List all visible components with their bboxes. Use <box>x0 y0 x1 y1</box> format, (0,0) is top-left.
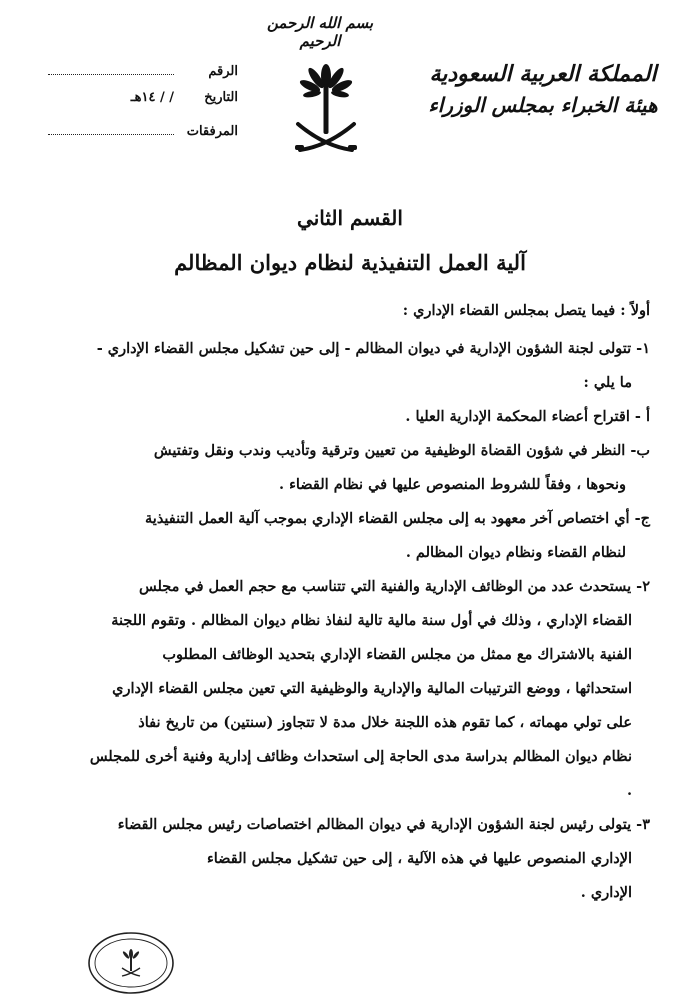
sub-item-b-line-2: ونحوها ، وفقاً للشروط المنصوص عليها في نظام القضاء . <box>278 476 626 493</box>
item-1-line-2: ما يلي : <box>583 374 632 391</box>
basmala: بسم الله الرحمن الرحيم <box>266 14 374 50</box>
item-3-line-3: الإداري . <box>580 884 632 901</box>
item-2-line-3: الفنية بالاشتراك مع ممثل من مجلس القضاء الإداري بتحديد الوظائف المطلوب <box>162 646 632 663</box>
item-2-line-6: نظام ديوان المظالم بدراسة مدى الحاجة إلى استحداث وظائف إدارية وفنية أخرى للمجلس <box>89 748 632 765</box>
kingdom-name: المملكة العربية السعودية <box>429 61 657 87</box>
section-heading: أولاً : فيما يتصل بمجلس القضاء الإداري : <box>402 302 650 319</box>
authority-name: هيئة الخبراء بمجلس الوزراء <box>428 93 658 117</box>
attachments-row <box>48 120 238 150</box>
official-seal-stamp-icon <box>86 930 176 996</box>
section-title: القسم الثاني <box>297 206 403 230</box>
number-label: الرقم <box>208 64 238 79</box>
item-2-line-4: استحداثها ، ووضع الترتيبات المالية والإدارية والوظيفية التي تعين مجلس القضاء الإداري <box>112 680 632 697</box>
sub-item-c-line-1: ج- أي اختصاص آخر معهود به إلى مجلس القضاء الإداري بموجب آلية العمل التنفيذية <box>145 510 650 527</box>
attachments-label: المرفقات <box>186 124 238 139</box>
date-label: التاريخ <box>204 90 238 105</box>
issuer-block <box>418 58 668 120</box>
document-body <box>35 294 650 910</box>
item-2-line-1: ٢- يستحدث عدد من الوظائف الإدارية والفنية التي تتناسب مع حجم العمل في مجلس <box>139 578 650 595</box>
palm-and-swords-emblem-icon <box>294 60 358 160</box>
sub-item-b-line-1: ب- النظر في شؤون القضاة الوظيفية من تعيين وترقية وتأديب وندب ونقل وتفتيش <box>153 442 650 459</box>
number-field-line <box>48 60 174 75</box>
sub-item-a: أ - اقتراح أعضاء المحكمة الإدارية العليا . <box>405 408 650 425</box>
date-row <box>48 90 238 120</box>
sub-item-c-line-2: لنظام القضاء ونظام ديوان المظالم . <box>405 544 626 561</box>
item-2-line-7: . <box>626 782 632 799</box>
reference-block <box>48 60 238 150</box>
item-2-line-2: القضاء الإداري ، وذلك في أول سنة مالية تالية لنفاذ نظام ديوان المظالم . وتقوم اللجنة <box>111 612 632 629</box>
item-1-line-1: ١- تتولى لجنة الشؤون الإدارية في ديوان المظالم - إلى حين تشكيل مجلس القضاء الإداري - <box>96 340 650 357</box>
item-2-line-5: على تولي مهماته ، كما تقوم هذه اللجنة خلال مدة لا تتجاوز (سنتين) من تاريخ نفاذ <box>138 714 632 731</box>
item-3-line-1: ٣- يتولى رئيس لجنة الشؤون الإدارية في ديوان المظالم اختصاصات رئيس مجلس القضاء <box>117 816 650 833</box>
document-title: آلية العمل التنفيذية لنظام ديوان المظالم <box>174 250 526 275</box>
attachments-field-line <box>48 120 174 135</box>
number-row <box>48 60 238 90</box>
item-3-line-2: الإداري المنصوص عليها في هذه الآلية ، إلى حين تشكيل مجلس القضاء <box>206 850 632 867</box>
date-value: / / ١٤هـ <box>130 90 174 105</box>
